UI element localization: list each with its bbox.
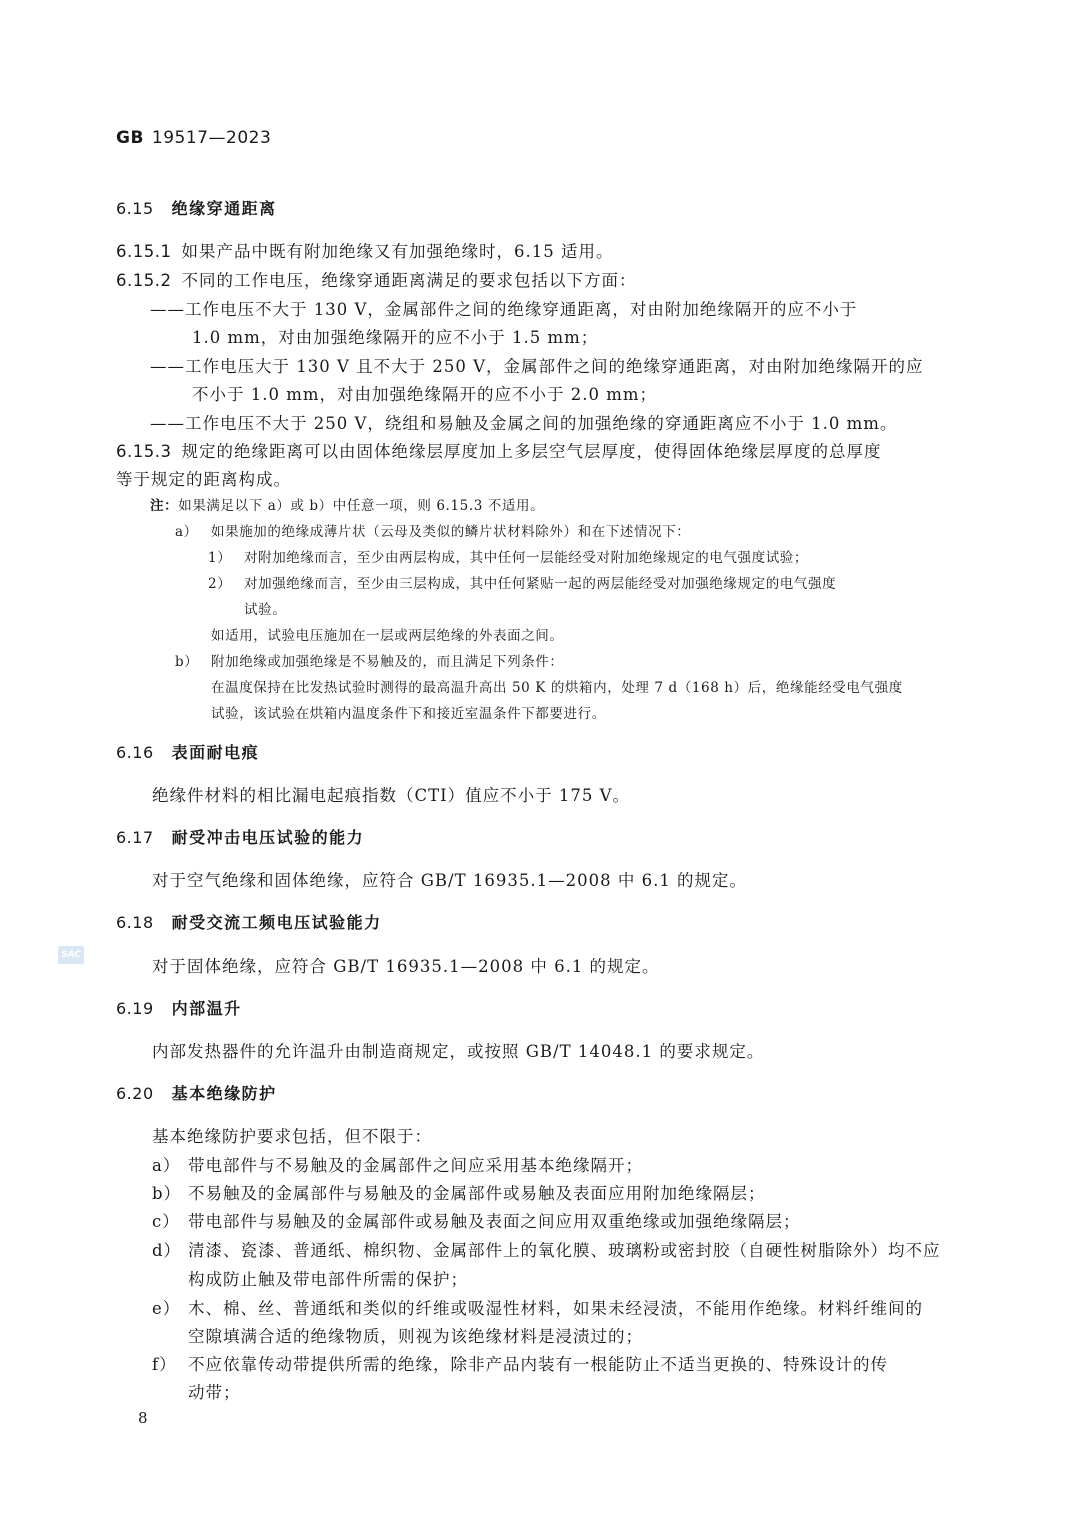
- note-subitem-1: [208, 546, 808, 566]
- section-6-18-text: 对于固体绝缘，应符合 GB/T 16935.1—2008 中 6.1 的规定。: [152, 957, 660, 976]
- note-item-b-line-1: 在温度保持在比发热试验时测得的最高温升高出 50 K 的烘箱内，处理 7 d（168 h）后，绝缘能经受电气强度: [211, 680, 903, 696]
- section-6-19-heading: [116, 996, 242, 1019]
- list-item-e: [152, 1295, 923, 1319]
- item-label: b）: [175, 654, 199, 670]
- section-6-17-text: 对于空气绝缘和固体绝缘，应符合 GB/T 16935.1—2008 中 6.1 的规定。: [152, 871, 748, 890]
- item-text: 对附加绝缘而言，至少由两层构成，其中任何一层能经受对附加绝缘规定的电气强度试验；: [244, 550, 808, 566]
- clause-text: 不同的工作电压，绝缘穿通距离满足的要求包括以下方面：: [181, 271, 637, 290]
- section-6-20-heading: [116, 1081, 277, 1104]
- section-title: 绝缘穿通距离: [171, 199, 277, 218]
- note-item-a-tail: 如适用，试验电压施加在一层或两层绝缘的外表面之间。: [211, 628, 564, 644]
- section-number: 6.19: [116, 999, 154, 1018]
- list-item-d-continuation: 构成防止触及带电部件所需的保护；: [188, 1270, 468, 1289]
- item-label: d）: [152, 1241, 182, 1260]
- clause-text: 规定的绝缘距离可以由固体绝缘层厚度加上多层空气层厚度，使得固体绝缘层厚度的总厚度: [181, 442, 882, 461]
- dash-item-1-line-1: ——工作电压不大于 130 V，金属部件之间的绝缘穿通距离，对由附加绝缘隔开的应不小于: [150, 300, 858, 319]
- list-item-d: [152, 1237, 941, 1261]
- section-title: 基本绝缘防护: [171, 1084, 277, 1103]
- list-item-f-continuation: 动带；: [188, 1383, 241, 1402]
- item-text: 不应依靠传动带提供所需的绝缘，除非产品内装有一根能防止不适当更换的、特殊设计的传: [188, 1355, 888, 1374]
- section-6-19-text: 内部发热器件的允许温升由制造商规定，或按照 GB/T 14048.1 的要求规定。: [152, 1042, 765, 1061]
- note-subitem-2-continuation: 试验。: [244, 602, 287, 618]
- note-item-b-line-2: 试验，该试验在烘箱内温度条件下和接近室温条件下都要进行。: [211, 706, 606, 722]
- dash-item-2-line-2: 不小于 1.0 mm，对由加强绝缘隔开的应不小于 2.0 mm；: [192, 385, 658, 404]
- list-item-a: [152, 1152, 643, 1176]
- section-number: 6.15: [116, 199, 154, 218]
- list-item-e-continuation: 空隙填满合适的绝缘物质，则视为该绝缘材料是浸渍过的；: [188, 1327, 643, 1346]
- item-text: 清漆、瓷漆、普通纸、棉织物、金属部件上的氧化膜、玻璃粉或密封胶（自硬性树脂除外）均不应: [188, 1241, 941, 1260]
- section-6-20-intro: 基本绝缘防护要求包括，但不限于：: [152, 1127, 432, 1146]
- item-label: 1）: [208, 550, 232, 566]
- list-item-f: [152, 1351, 888, 1375]
- note-item-a: [175, 520, 690, 540]
- section-number: 6.18: [116, 913, 154, 932]
- clause-6-15-3-continuation: 等于规定的距离构成。: [116, 470, 291, 489]
- item-text: 对加强绝缘而言，至少由三层构成，其中任何紧贴一起的两层能经受对加强绝缘规定的电气强度: [244, 576, 837, 592]
- note-text: 如果满足以下 a）或 b）中任意一项，则 6.15.3 不适用。: [178, 498, 545, 514]
- list-item-c: [152, 1208, 801, 1232]
- item-text: 附加绝缘或加强绝缘是不易触及的，而且满足下列条件：: [211, 654, 564, 670]
- clause-number: 6.15.2: [116, 271, 172, 290]
- item-label: a）: [152, 1156, 181, 1175]
- note-subitem-2: [208, 572, 836, 592]
- clause-6-15-1: [116, 238, 613, 262]
- section-title: 耐受交流工频电压试验能力: [171, 913, 382, 932]
- item-text: 带电部件与易触及的金属部件或易触及表面之间应用双重绝缘或加强绝缘隔层；: [188, 1212, 801, 1231]
- item-label: 2）: [208, 576, 232, 592]
- section-6-16-heading: [116, 740, 259, 763]
- item-text: 如果施加的绝缘成薄片状（云母及类似的鳞片状材料除外）和在下述情况下：: [211, 524, 691, 540]
- item-label: e）: [152, 1299, 181, 1318]
- item-label: f）: [152, 1355, 177, 1374]
- item-text: 不易触及的金属部件与易触及的金属部件或易触及表面应用附加绝缘隔层；: [188, 1184, 766, 1203]
- standard-number: 19517—2023: [151, 128, 272, 148]
- dash-item-1-line-2: 1.0 mm，对由加强绝缘隔开的应不小于 1.5 mm；: [192, 328, 599, 347]
- item-label: c）: [152, 1212, 180, 1231]
- list-item-b: [152, 1180, 766, 1204]
- section-6-15-heading: [116, 196, 277, 219]
- section-title: 内部温升: [171, 999, 242, 1018]
- clause-text: 如果产品中既有附加绝缘又有加强绝缘时，6.15 适用。: [181, 242, 614, 261]
- document-code: [116, 128, 271, 148]
- clause-number: 6.15.3: [116, 442, 172, 461]
- item-text: 带电部件与不易触及的金属部件之间应采用基本绝缘隔开；: [188, 1156, 643, 1175]
- section-title: 耐受冲击电压试验的能力: [171, 828, 365, 847]
- section-6-18-heading: [116, 910, 382, 933]
- note: [150, 494, 544, 514]
- clause-6-15-2: [116, 267, 636, 291]
- section-title: 表面耐电痕: [171, 743, 260, 762]
- clause-number: 6.15.1: [116, 242, 172, 261]
- clause-6-15-3: [116, 438, 881, 462]
- item-label: a）: [175, 524, 198, 540]
- page-number: 8: [138, 1409, 148, 1427]
- dash-item-2-line-1: ——工作电压大于 130 V 且不大于 250 V，金属部件之间的绝缘穿通距离，对由附加绝缘隔开的应: [150, 357, 924, 376]
- sac-watermark-logo: SAC: [58, 946, 84, 964]
- dash-item-3: ——工作电压不大于 250 V，绕组和易触及金属之间的加强绝缘的穿通距离应不小于 1.0 mm。: [150, 414, 898, 433]
- note-label: 注：: [150, 498, 179, 514]
- item-text: 木、棉、丝、普通纸和类似的纤维或吸湿性材料，如果未经浸渍，不能用作绝缘。材料纤维间的: [188, 1299, 923, 1318]
- section-number: 6.16: [116, 743, 154, 762]
- section-number: 6.17: [116, 828, 154, 847]
- section-6-16-text: 绝缘件材料的相比漏电起痕指数（CTI）值应不小于 175 V。: [152, 786, 631, 805]
- note-item-b: [175, 650, 564, 670]
- section-number: 6.20: [116, 1084, 154, 1103]
- standard-prefix: GB: [116, 128, 144, 148]
- section-6-17-heading: [116, 825, 364, 848]
- item-label: b）: [152, 1184, 182, 1203]
